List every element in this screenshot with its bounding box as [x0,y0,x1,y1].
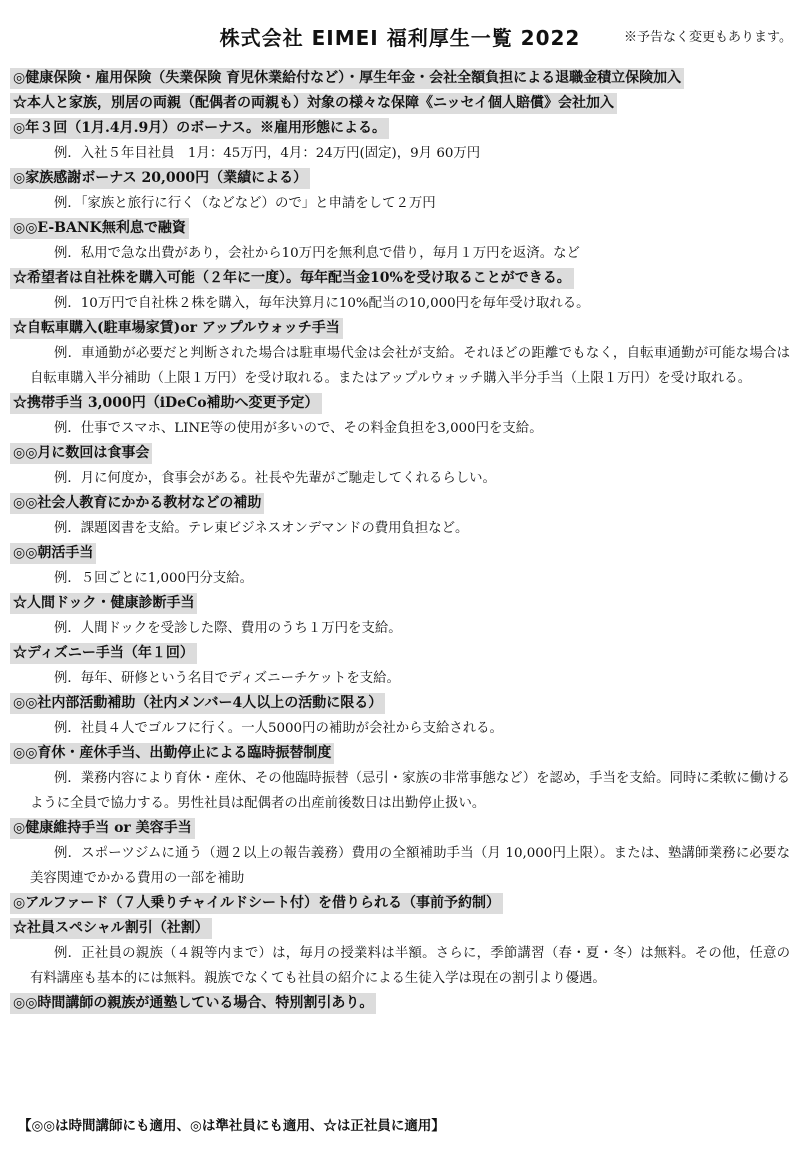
benefit-example: 例．月に何度か，食事会がある。社長や先輩がご馳走してくれるらしい。 [54,471,496,486]
benefit-heading: ◎◎時間講師の親族が通塾している場合、特別割引あり。 [10,993,376,1014]
benefit-example: 例．課題図書を支給。テレ東ビジネスオンデマンドの費用負担など。 [54,521,469,536]
benefit-heading: ◎◎育休・産休手当、出勤停止による臨時振替制度 [10,743,334,764]
benefit-item [8,691,794,741]
benefit-heading: ☆自転車購入(駐車場家賃)or アップルウォッチ手当 [10,318,343,339]
legend-note: 【◎◎は時間講師にも適用、◎は準社員にも適用、☆は正社員に適用】 [18,1118,445,1134]
benefit-example: 例．仕事でスマホ、LINE等の使用が多いので、その料金負担を3,000円を支給。 [54,421,543,436]
benefit-heading: ☆希望者は自社株を購入可能（２年に一度）。毎年配当金10%を受け取ることができる。 [10,268,574,289]
benefit-example: 例．社員４人でゴルフに行く。一人5000円の補助が会社から支給される。 [54,721,503,736]
benefit-example: 例．正社員の親族（４親等内まで）は，毎月の授業料は半額。さらに，季節講習（春・夏・冬）は無料。その他，任意の有料講座も基本的には無料。親族でなくても社員の紹介による生徒入学は現在の割引より優遇。 [30,946,790,986]
benefit-item [8,641,794,691]
benefit-item [8,91,794,116]
benefit-item [8,741,794,816]
benefit-heading: ◎アルファード（７人乗りチャイルドシート付）を借りられる（事前予約制） [10,893,503,914]
benefit-heading: ◎◎朝活手当 [10,543,96,564]
benefit-item [8,816,794,891]
page-title: 株式会社 EIMEI 福利厚生一覧 2022 [219,26,581,50]
benefit-heading: ☆本人と家族，別居の両親（配偶者の両親も）対象の様々な保障《ニッセイ個人賠償》会社加入 [10,93,617,114]
benefit-example: 例．人間ドックを受診した際、費用のうち１万円を支給。 [54,621,402,636]
benefit-example: 例．スポーツジムに通う（週２以上の報告義務）費用の全額補助手当（月 10,000円上限）。または、塾講師業務に必要な美容関連でかかる費用の一部を補助 [30,846,790,886]
benefit-heading: ◎健康維持手当 or 美容手当 [10,818,195,839]
benefit-item [8,166,794,216]
change-notice: ※予告なく変更もあります。 [624,30,792,45]
benefit-item [8,991,794,1016]
benefit-item [8,591,794,641]
benefit-item [8,891,794,916]
benefit-item [8,441,794,491]
benefit-heading: ◎◎社会人教育にかかる教材などの補助 [10,493,264,514]
benefit-heading: ☆ディズニー手当（年１回） [10,643,197,664]
benefit-heading: ◎年３回（1月.4月.9月）のボーナス。※雇用形態による。 [10,118,389,139]
benefit-item [8,916,794,991]
benefit-example: 例．車通勤が必要だと判断された場合は駐車場代金は会社が支給。それほどの距離でもなく，自転車通勤が可能な場合は自転車購入半分補助（上限１万円）を受け取れる。またはアップルウォッチ購入半分手当（上限１万円）を受け取れる。 [30,346,790,386]
benefit-heading: ☆人間ドック・健康診断手当 [10,593,197,614]
benefit-heading: ◎◎E-BANK無利息で融資 [10,218,189,239]
benefit-example: 例．「家族と旅行に行く（などなど）ので」と申請をして２万円 [54,196,436,211]
benefit-item [8,116,794,166]
benefit-heading: ◎家族感謝ボーナス 20,000円（業績による） [10,168,310,189]
benefit-item [8,541,794,591]
benefit-example: 例．業務内容により育休・産休、その他臨時振替（忌引・家族の非常事態など）を認め，手当を支給。同時に柔軟に働けるように全員で協力する。男性社員は配偶者の出産前後数日は出勤停止扱い。 [30,771,790,811]
benefit-item [8,316,794,391]
benefit-example: 例．私用で急な出費があり，会社から10万円を無利息で借り，毎月１万円を返済。など [54,246,580,261]
benefit-heading: ☆携帯手当 3,000円（iDeCo補助へ変更予定） [10,393,322,414]
benefit-heading: ◎◎社内部活動補助（社内メンバー4人以上の活動に限る） [10,693,385,714]
benefit-heading: ◎◎月に数回は食事会 [10,443,152,464]
benefit-heading: ☆社員スペシャル割引（社割） [10,918,212,939]
benefit-example: 例．毎年、研修という名目でディズニーチケットを支給。 [54,671,400,686]
benefit-example: 例．５回ごとに1,000円分支給。 [54,571,254,586]
benefit-example: 例．10万円で自社株２株を購入，毎年決算月に10%配当の10,000円を毎年受け取れる。 [54,296,590,311]
benefit-item [8,491,794,541]
benefit-item [8,266,794,316]
benefit-example: 例．入社５年目社員 1月：45万円，4月：24万円(固定)，9月 60万円 [54,146,481,161]
benefits-list [8,66,794,1016]
benefit-item [8,66,794,91]
benefit-heading: ◎健康保険・雇用保険（失業保険 育児休業給付など）・厚生年金・会社全額負担による退職金積立保険加入 [10,68,684,89]
benefit-item [8,216,794,266]
benefit-item [8,391,794,441]
